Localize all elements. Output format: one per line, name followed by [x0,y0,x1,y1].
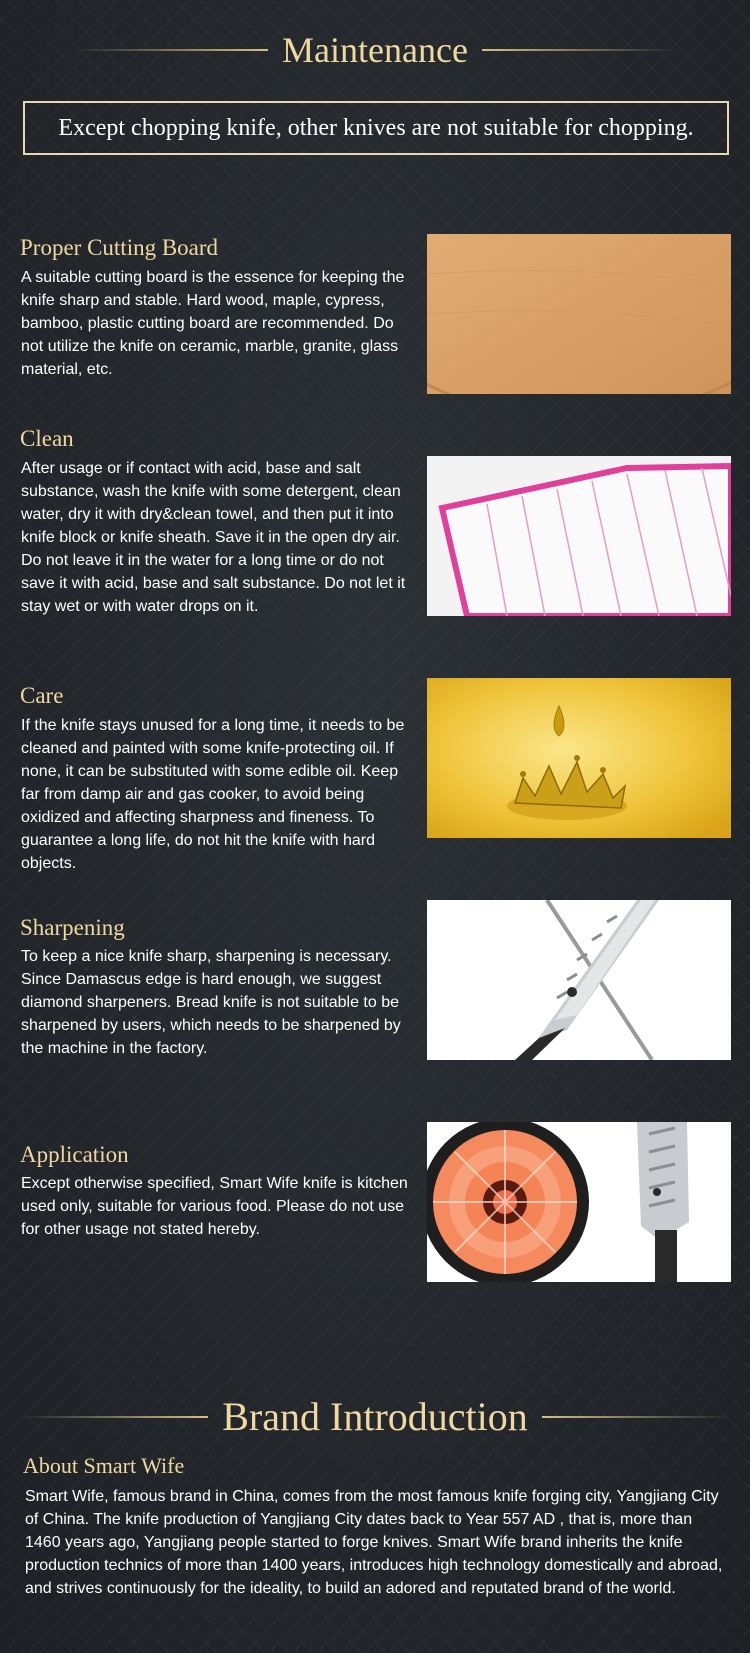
section-body-sharpening: To keep a nice knife sharp, sharpening is necessary. Since Damascus edge is hard enough, we suggest diamond sharpeners. Bread knife is not suitable to be sharpened by users, which needs to be sharpened by the machine in the factory. [21,948,401,1057]
section-title-cutting-board: Proper Cutting Board [20,235,219,260]
chopping-notice-text: Except chopping knife, other knives are not suitable for chopping. [58,114,694,141]
heading-divider-left [18,1416,208,1418]
heading-divider-right [542,1416,732,1418]
section-title-clean: Clean [20,426,74,451]
brand-heading: Brand Introduction [222,1394,528,1439]
maintenance-heading: Maintenance [282,30,468,70]
heading-divider-left [73,49,268,51]
heading-divider-right [482,49,677,51]
sharpening-photo [427,900,731,1060]
chopping-notice [23,101,729,155]
brand-heading-row [0,1392,750,1442]
cutting-board-photo [427,234,731,394]
application-photo [427,1122,731,1282]
oil-drop-photo [427,678,731,838]
section-title-care: Care [20,683,64,708]
section-title-sharpening: Sharpening [20,915,125,940]
section-body-care: If the knife stays unused for a long time, it needs to be cleaned and painted with some knife-protecting oil. If none, it can be substituted with some edible oil. Keep far from damp air and gas cooker, to avoid being oxidized and affecting sharpness and fineness. To guarantee a long life, do not hit the knife with hard objects. [21,717,405,872]
section-body-cutting-board: A suitable cutting board is the essence for keeping the knife sharp and stable. Hard wood, maple, cypress, bamboo, plastic cutting board are recommended. Do not utilize the knife on ceramic, marble, granite, glass material, etc. [21,269,405,378]
towel-photo [427,456,731,616]
maintenance-heading-row [0,30,750,70]
section-body-clean: After usage or if contact with acid, base and salt substance, wash the knife with some detergent, clean water, dry it with dry&clean towel, and then put it into knife block or knife sheath. Save it in the open dry air. Do not leave it in the water for a long time or do not save it with acid, base and salt substance. Do not let it stay wet or with water drops on it. [21,460,406,615]
about-smart-wife-body: Smart Wife, famous brand in China, comes from the most famous knife forging city, Yangjiang City of China. The knife production of Yangjiang City dates back to Year 557 AD , that is, more than 1460 years ago, Yangjiang people started to forge knives. Smart Wife brand inherits the knife production technics of more than 1400 years, introduces high technology domestically and abroad, and strives continuously for the ideality, to build an adored and reputated brand of the world. [25,1488,723,1597]
about-smart-wife-title: About Smart Wife [23,1453,185,1478]
section-title-application: Application [20,1142,129,1167]
section-body-application: Except otherwise specified, Smart Wife knife is kitchen used only, suitable for various food. Please do not use for other usage not stated hereby. [21,1175,408,1238]
